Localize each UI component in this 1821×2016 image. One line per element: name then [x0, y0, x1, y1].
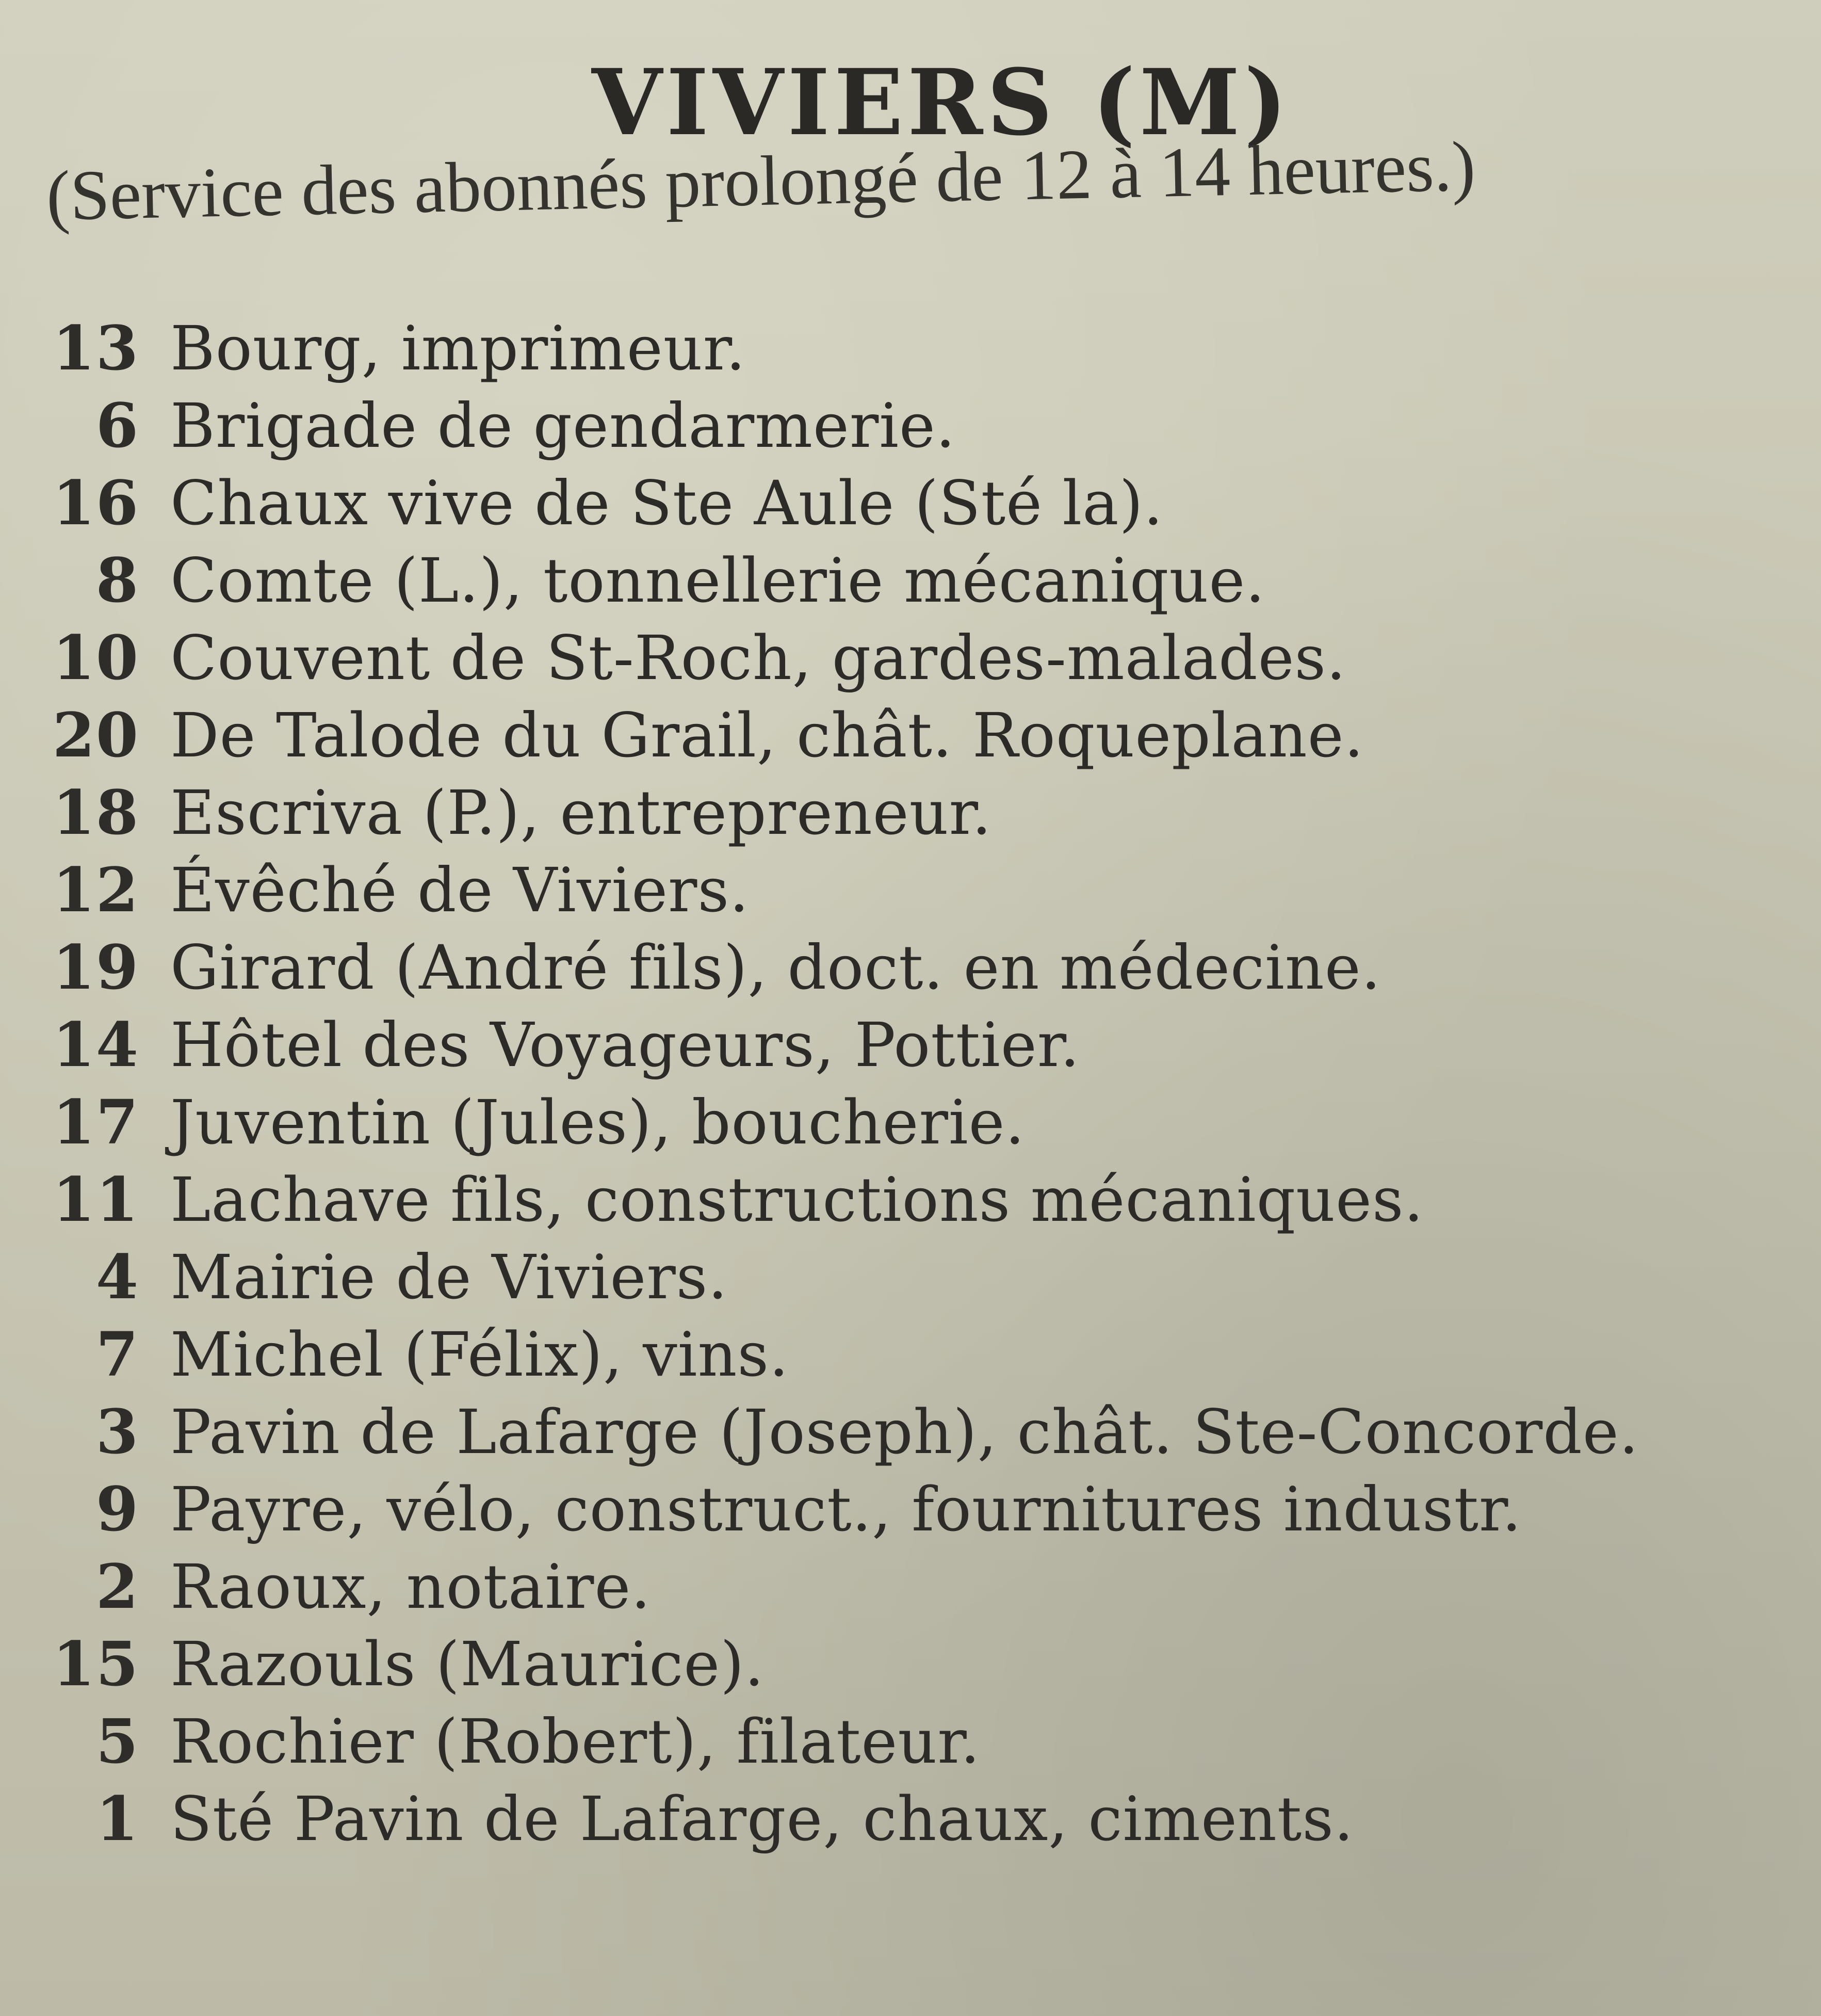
list-item [36, 851, 750, 929]
subscriber-entry: Hôtel des Voyageurs, Pottier. [170, 1009, 1080, 1080]
line-number: 4 [95, 1241, 139, 1313]
page-title: VIVIERS (M) [592, 49, 1291, 156]
line-number: 17 [52, 1086, 139, 1158]
subscriber-entry: Lachave fils, constructions mécaniques. [170, 1164, 1424, 1235]
subscriber-entry: Brigade de gendarmerie. [170, 390, 956, 461]
list-item [36, 774, 992, 851]
list-item [36, 1703, 980, 1780]
list-item [36, 542, 1265, 619]
subscriber-entry: Michel (Félix), vins. [170, 1319, 789, 1390]
subscriber-entry: Raoux, notaire. [170, 1551, 651, 1622]
subscriber-entry: Girard (André fils), doct. en médecine. [170, 932, 1381, 1003]
subscriber-entry: Juventin (Jules), boucherie. [170, 1087, 1025, 1158]
list-item [36, 310, 746, 387]
subscriber-entry: Razouls (Maurice). [170, 1628, 765, 1700]
subscriber-entry: De Talode du Grail, chât. Roqueplane. [170, 700, 1364, 771]
line-number: 2 [95, 1551, 139, 1622]
line-number: 1 [95, 1783, 139, 1854]
list-item [36, 1006, 1080, 1084]
line-number: 15 [52, 1628, 139, 1700]
subscriber-entry: Couvent de St-Roch, gardes-malades. [170, 622, 1346, 693]
subscriber-entry: Escriva (P.), entrepreneur. [170, 777, 992, 848]
subscriber-entry: Mairie de Viviers. [170, 1241, 728, 1313]
line-number: 12 [52, 854, 139, 926]
list-item [36, 1316, 789, 1393]
list-item [36, 1161, 1424, 1238]
line-number: 3 [95, 1396, 139, 1467]
line-number: 20 [52, 699, 139, 771]
line-number: 5 [95, 1705, 139, 1777]
list-item [36, 619, 1346, 697]
list-item [36, 464, 1163, 542]
subscriber-entry: Pavin de Lafarge (Joseph), chât. Ste-Concorde. [170, 1396, 1639, 1467]
line-number: 11 [52, 1164, 139, 1235]
subscriber-entry: Payre, vélo, construct., fournitures industr. [170, 1474, 1522, 1545]
list-item [36, 1084, 1025, 1161]
list-item [36, 1393, 1639, 1471]
line-number: 7 [95, 1318, 139, 1390]
subscriber-entry: Évêché de Viviers. [170, 854, 750, 926]
subscriber-entry: Chaux vive de Ste Aule (Sté la). [170, 467, 1164, 539]
line-number: 19 [52, 931, 139, 1003]
list-item [36, 1548, 651, 1625]
line-number: 8 [95, 544, 139, 616]
list-item [36, 1471, 1522, 1548]
service-note: (Service des abonnés prolongé de 12 à 14 heures.) [45, 126, 1476, 235]
list-item [36, 929, 1381, 1006]
list-item [36, 1238, 728, 1316]
line-number: 13 [52, 312, 139, 384]
line-number: 9 [95, 1473, 139, 1545]
line-number: 6 [95, 390, 139, 461]
subscriber-entry: Bourg, imprimeur. [170, 313, 746, 384]
list-item [36, 697, 1364, 774]
line-number: 10 [52, 622, 139, 693]
list-item [36, 1780, 1354, 1858]
list-item [36, 1625, 765, 1703]
subscriber-entry: Rochier (Robert), filateur. [170, 1706, 981, 1777]
subscriber-entry: Comte (L.), tonnellerie mécanique. [170, 545, 1265, 616]
line-number: 18 [52, 777, 139, 848]
line-number: 16 [52, 467, 139, 539]
line-number: 14 [52, 1009, 139, 1080]
list-item [36, 387, 955, 464]
subscriber-entry: Sté Pavin de Lafarge, chaux, ciments. [170, 1783, 1354, 1854]
